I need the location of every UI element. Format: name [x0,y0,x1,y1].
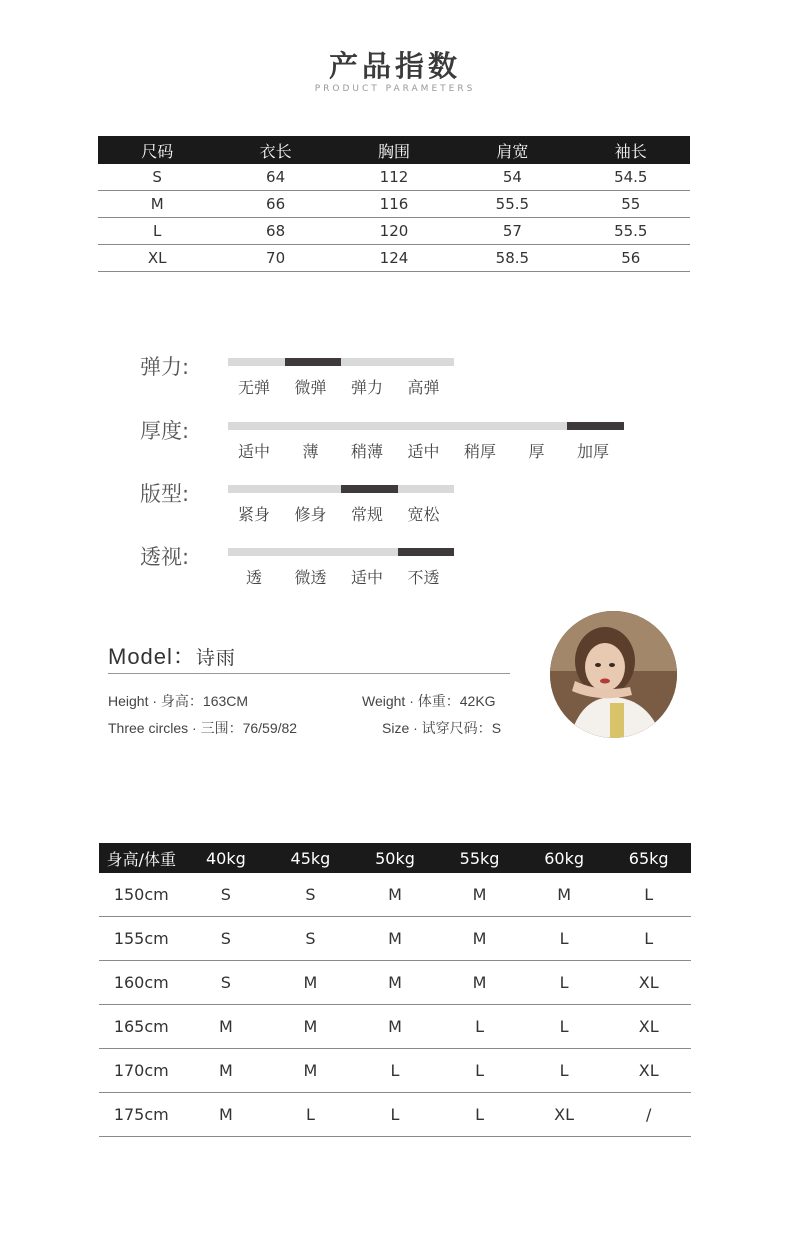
model-circles [108,718,297,738]
table-row [99,1049,691,1093]
table-row [98,218,690,245]
table-cell: M [268,1049,353,1093]
page-subtitle: PRODUCT PARAMETERS [314,84,476,94]
size-table [98,136,690,272]
table-cell: S [98,164,216,191]
rec-table-header-row [99,843,691,873]
attribute-option: 高弹 [407,378,440,397]
table-cell: XL [606,961,691,1005]
model-height-label: Height · 身高： [108,693,203,709]
table-cell: M [353,1005,438,1049]
attribute-option: 加厚 [576,442,609,461]
table-cell: 124 [335,245,453,272]
attribute-option: 稍薄 [350,442,383,461]
table-cell: 54 [453,164,571,191]
model-divider [108,673,510,674]
table-cell: M [268,1005,353,1049]
table-row [99,1005,691,1049]
attribute-scale-selected [567,422,624,430]
table-cell: L [522,917,607,961]
attribute-scale-bar [228,485,454,493]
table-cell: L [353,1049,438,1093]
model-photo-illustration [550,611,677,738]
attribute-scale-bar [228,548,454,556]
table-cell: S [268,917,353,961]
attribute-scale-bar [228,358,454,366]
attribute-scale-bar [228,422,624,430]
table-cell: M [98,191,216,218]
table-cell: L [437,1093,522,1137]
table-cell: L [437,1005,522,1049]
table-cell: S [184,873,269,917]
table-cell: S [184,917,269,961]
model-weight-label: Weight · 体重： [362,693,460,709]
rec-col-header: 55kg [437,843,522,873]
table-cell: 70 [216,245,334,272]
attribute-option: 适中 [350,568,383,587]
table-row [98,164,690,191]
table-cell: 55.5 [453,191,571,218]
rec-col-header: 40kg [184,843,269,873]
table-cell: XL [98,245,216,272]
table-cell: M [353,873,438,917]
table-cell: 54.5 [572,164,690,191]
model-circles-label: Three circles · 三围： [108,720,243,736]
table-cell: 56 [572,245,690,272]
table-row [98,245,690,272]
table-cell: 55 [572,191,690,218]
size-col-header: 肩宽 [453,136,571,164]
size-recommendation-table [99,843,691,1137]
model-height [108,691,248,711]
model-size-label: Size · 试穿尺码： [382,720,492,736]
table-cell: M [437,873,522,917]
table-cell: L [353,1093,438,1137]
size-table-header-row [98,136,690,164]
model-name: 诗雨 [195,647,236,669]
table-cell: 55.5 [572,218,690,245]
page-title: 产品指数 [328,49,461,83]
attribute-option: 适中 [237,442,270,461]
table-row [99,961,691,1005]
attribute-scale-selected [341,485,398,493]
attribute-option: 常规 [350,505,383,524]
table-cell: 57 [453,218,571,245]
table-cell: 64 [216,164,334,191]
table-cell: S [268,873,353,917]
table-cell: M [353,961,438,1005]
rec-col-header: 60kg [522,843,607,873]
attribute-option: 适中 [407,442,440,461]
model-weight [362,691,496,711]
attribute-option: 透 [245,568,262,587]
table-cell: 155cm [99,917,184,961]
attribute-option: 无弹 [237,378,270,397]
table-cell: L [522,961,607,1005]
table-cell: L [522,1005,607,1049]
table-cell: 175cm [99,1093,184,1137]
table-cell: 112 [335,164,453,191]
table-cell: 170cm [99,1049,184,1093]
attribute-option: 微弹 [294,378,327,397]
table-cell: L [437,1049,522,1093]
attribute-scale-selected [285,358,342,366]
table-cell: 120 [335,218,453,245]
attribute-label: 透视: [140,545,190,569]
rec-col-header: 50kg [353,843,438,873]
table-cell: M [268,961,353,1005]
table-cell: M [437,917,522,961]
attribute-option: 不透 [407,568,440,587]
table-cell: 66 [216,191,334,218]
model-circles-value: 76/59/82 [242,720,298,736]
table-cell: M [184,1049,269,1093]
model-size [382,718,501,738]
table-cell: M [522,873,607,917]
attribute-option: 厚 [528,442,545,461]
table-cell: XL [522,1093,607,1137]
table-cell: M [437,961,522,1005]
table-cell: S [184,961,269,1005]
attribute-label: 版型: [140,482,190,506]
attribute-option: 弹力 [350,378,383,397]
table-cell: L [606,917,691,961]
table-cell: L [98,218,216,245]
table-cell: 165cm [99,1005,184,1049]
table-cell: XL [606,1049,691,1093]
size-col-header: 袖长 [572,136,690,164]
attribute-label: 弹力: [140,355,190,379]
table-cell: L [606,873,691,917]
model-weight-value: 42KG [459,693,496,709]
attribute-option: 宽松 [407,505,440,524]
size-col-header: 衣长 [216,136,334,164]
attribute-label: 厚度: [140,419,190,443]
table-row [99,917,691,961]
table-cell: L [522,1049,607,1093]
table-cell: / [606,1093,691,1137]
attribute-scale-selected [398,548,455,556]
table-cell: XL [606,1005,691,1049]
rec-col-header: 65kg [606,843,691,873]
table-cell: L [268,1093,353,1137]
table-cell: 58.5 [453,245,571,272]
size-col-header: 尺码 [98,136,216,164]
model-size-value: S [491,720,502,736]
attribute-option: 修身 [294,505,327,524]
table-cell: M [353,917,438,961]
attribute-option: 薄 [302,442,319,461]
table-row [99,873,691,917]
size-col-header: 胸围 [335,136,453,164]
table-row [98,191,690,218]
attribute-option: 紧身 [237,505,270,524]
model-photo [550,611,677,738]
attribute-option: 微透 [294,568,327,587]
table-cell: 116 [335,191,453,218]
table-cell: 160cm [99,961,184,1005]
attribute-option: 稍厚 [463,442,496,461]
table-row [99,1093,691,1137]
table-cell: 150cm [99,873,184,917]
model-height-value: 163CM [202,693,249,709]
table-cell: M [184,1005,269,1049]
rec-col-header: 45kg [268,843,353,873]
model-title [108,640,236,671]
rec-col-header: 身高/体重 [99,843,184,873]
model-title-prefix: Model： [108,644,196,669]
table-cell: 68 [216,218,334,245]
table-cell: M [184,1093,269,1137]
